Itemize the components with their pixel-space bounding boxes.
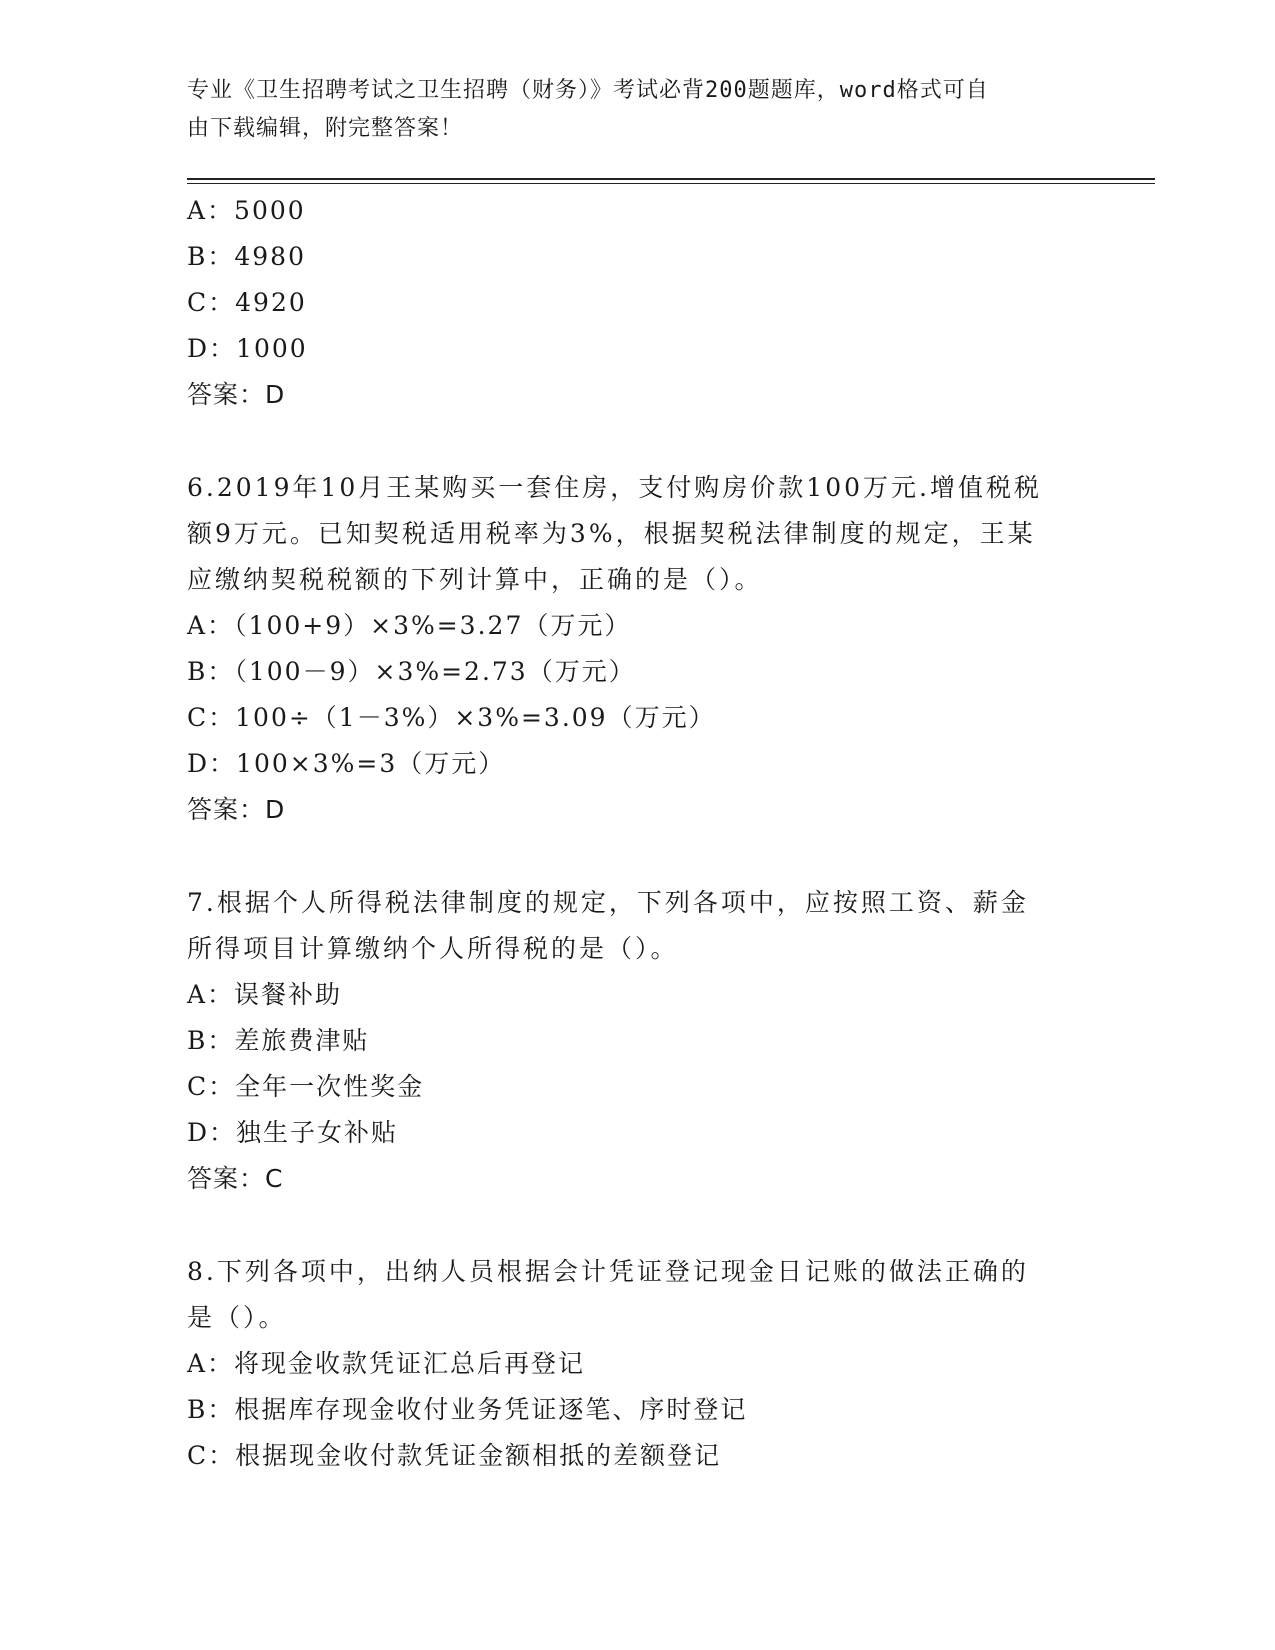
option-d: D：1000	[187, 334, 308, 363]
question-stem-line: 应缴纳契税税额的下列计算中，正确的是（）。	[187, 565, 763, 594]
header-line-2: 由下载编辑，附完整答案！	[187, 116, 464, 141]
question-6	[187, 465, 1087, 833]
option-a: A：5000	[187, 196, 306, 225]
header-rule-thin	[187, 183, 1155, 184]
question-stem-line: 额9万元。已知契税适用税率为3%，根据契税法律制度的规定，王某	[187, 519, 1036, 548]
question-stem-line: 7.根据个人所得税法律制度的规定，下列各项中，应按照工资、薪金	[187, 888, 1029, 917]
option-b: B：根据库存现金收付业务凭证逐笔、序时登记	[187, 1395, 748, 1424]
header-rule-thick	[187, 178, 1155, 180]
document-header	[187, 72, 1067, 148]
option-c: C：100÷（1－3%）×3%=3.09（万元）	[187, 703, 716, 732]
option-d: D：100×3%=3（万元）	[187, 749, 506, 778]
question-8	[187, 1249, 1087, 1479]
option-c: C：根据现金收付款凭证金额相抵的差额登记	[187, 1441, 722, 1470]
question-7	[187, 880, 1087, 1202]
answer-line: 答案：C	[187, 1164, 284, 1193]
question-stem-line: 6.2019年10月王某购买一套住房，支付购房价款100万元.增值税税	[187, 473, 1042, 502]
option-b: B：差旅费津贴	[187, 1026, 370, 1055]
question-stem-line: 8.下列各项中，出纳人员根据会计凭证登记现金日记账的做法正确的	[187, 1257, 1029, 1286]
option-a: A：（100+9）×3%=3.27（万元）	[187, 611, 632, 640]
option-b: B：4980	[187, 242, 306, 271]
question-5	[187, 188, 1087, 418]
question-stem-line: 是（）。	[187, 1303, 287, 1332]
question-body	[187, 188, 1087, 1479]
option-c: C：全年一次性奖金	[187, 1072, 425, 1101]
option-b: B：（100－9）×3%=2.73（万元）	[187, 657, 636, 686]
option-c: C：4920	[187, 288, 307, 317]
question-stem-line: 所得项目计算缴纳个人所得税的是（）。	[187, 934, 679, 963]
header-line-1: 专业《卫生招聘考试之卫生招聘（财务）》考试必背200题题库，word格式可自	[187, 78, 989, 103]
answer-line: 答案：D	[187, 795, 286, 824]
option-d: D：独生子女补贴	[187, 1118, 399, 1147]
option-a: A：将现金收款凭证汇总后再登记	[187, 1349, 586, 1378]
option-a: A：误餐补助	[187, 980, 343, 1009]
answer-line: 答案：D	[187, 380, 286, 409]
